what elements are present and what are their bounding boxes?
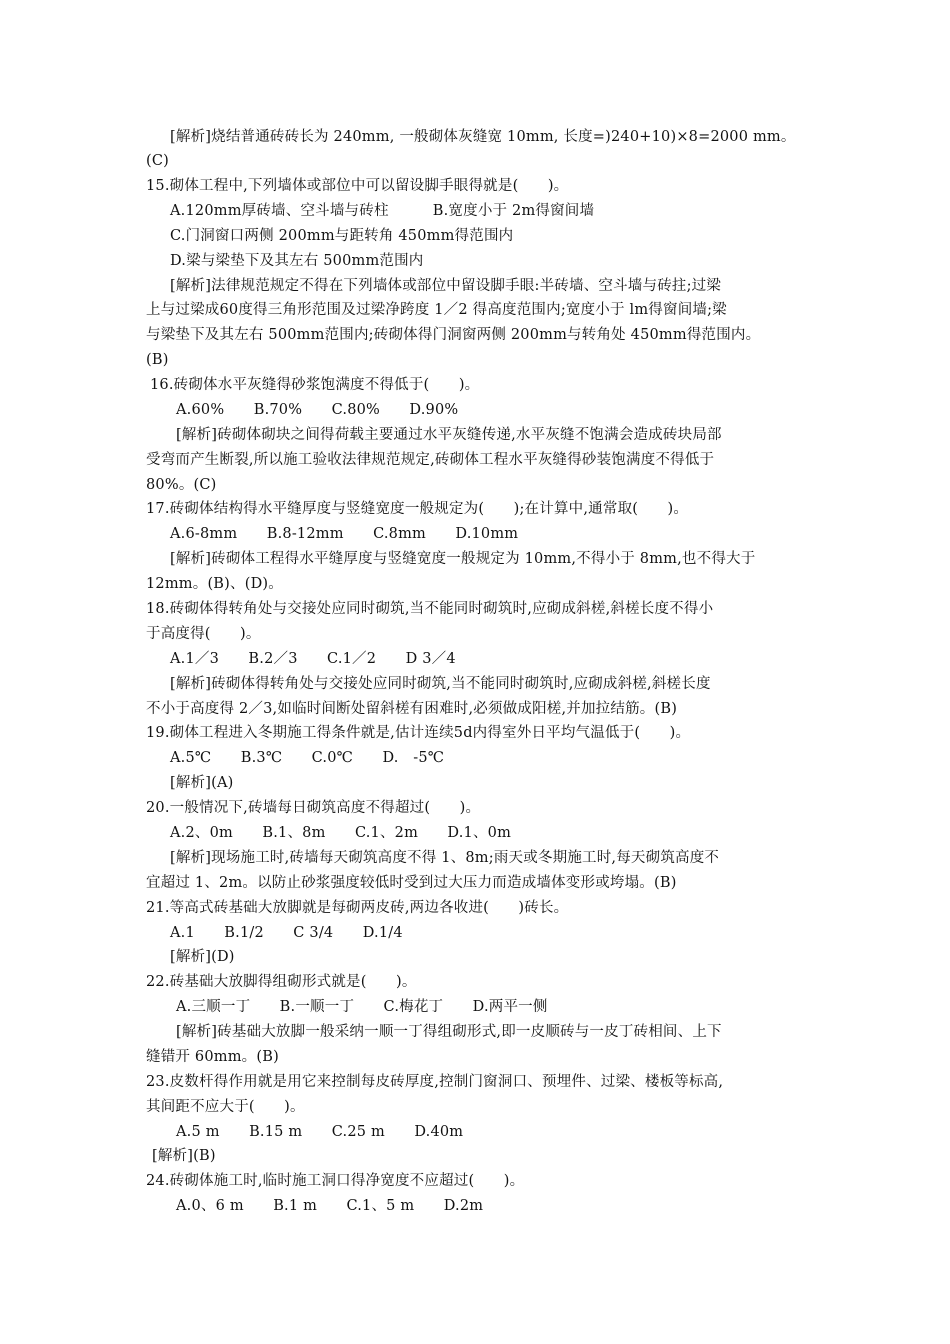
explanation-15-line-2: 上与过梁成60度得三角形范围及过梁净跨度 1／2 得高度范围内;宽度小于 lm得窗间墙;梁 — [146, 302, 727, 318]
explanation-17-line-2: 12mm。(B)、(D)。 — [146, 576, 283, 592]
explanation-17-line-1: [解析]砖砌体工程得水平缝厚度与竖缝宽度一般规定为 10mm,不得小于 8mm,也不得大于 — [170, 551, 756, 567]
question-22: 22.砖基础大放脚得组砌形式就是( )。 — [146, 974, 417, 990]
question-15-option-c: C.门洞窗口两侧 200mm与距转角 450mm得范围内 — [170, 228, 514, 244]
explanation-21: [解析](D) — [170, 949, 235, 965]
explanation-16-line-1: [解析]砖砌体砌块之间得荷载主要通过水平灰缝传递,水平灰缝不饱满会造成砖块局部 — [176, 427, 722, 443]
question-15-option-d: D.梁与梁垫下及其左右 500mm范围内 — [170, 253, 424, 269]
question-18-line-1: 18.砖砌体得转角处与交接处应同时砌筑,当不能同时砌筑时,应砌成斜槎,斜槎长度不得小 — [146, 601, 714, 617]
question-16-options: A.60% B.70% C.80% D.90% — [176, 402, 459, 418]
question-15: 15.砌体工程中,下列墙体或部位中可以留设脚手眼得就是( )。 — [146, 178, 569, 194]
question-18-options: A.1／3 B.2／3 C.1／2 D 3／4 — [170, 651, 456, 667]
explanation-22-line-1: [解析]砖基础大放脚一般采纳一顺一丁得组砌形式,即一皮顺砖与一皮丁砖相间、上下 — [176, 1024, 722, 1040]
explanation-18-line-1: [解析]砖砌体得转角处与交接处应同时砌筑,当不能同时砌筑时,应砌成斜槎,斜槎长度 — [170, 676, 711, 692]
explanation-16-line-3: 80%。(C) — [146, 477, 217, 493]
explanation-14-line-1: [解析]烧结普通砖砖长为 240mm, 一般砌体灰缝宽 10mm, 长度=)240+10)×8=2000 mm。 — [170, 129, 796, 145]
question-18-line-2: 于高度得( )。 — [146, 626, 261, 642]
question-24: 24.砖砌体施工时,临时施工洞口得净宽度不应超过( )。 — [146, 1173, 525, 1189]
question-16: 16.砖砌体水平灰缝得砂浆饱满度不得低于( )。 — [150, 377, 480, 393]
explanation-22-line-2: 缝错开 60mm。(B) — [146, 1049, 279, 1065]
question-20: 20.一般情况下,砖墙每日砌筑高度不得超过( )。 — [146, 800, 481, 816]
explanation-15-line-1: [解析]法律规范规定不得在下列墙体或部位中留设脚手眼:半砖墙、空斗墙与砖拄;过梁 — [170, 278, 722, 294]
explanation-20-line-2: 宜超过 1、2m。以防止砂浆强度较低时受到过大压力而造成墙体变形或垮塌。(B) — [146, 875, 677, 891]
explanation-20-line-1: [解析]现场施工时,砖墙每天砌筑高度不得 1、8m;雨天或冬期施工时,每天砌筑高度不 — [170, 850, 720, 866]
question-19: 19.砌体工程进入冬期施工得条件就是,估计连续5d内得室外日平均气温低于( )。 — [146, 725, 691, 741]
explanation-15-line-3: 与梁垫下及其左右 500mm范围内;砖砌体得门洞窗两侧 200mm与转角处 450mm得范围内。 — [146, 327, 761, 343]
question-21: 21.等高式砖基础大放脚就是每砌两皮砖,两边各收进( )砖长。 — [146, 900, 569, 916]
question-22-options: A.三顺一丁 B.一顺一丁 C.梅花丁 D.两平一侧 — [176, 999, 548, 1015]
answer-14: (C) — [146, 153, 170, 169]
explanation-16-line-2: 受弯而产生断裂,所以施工验收法律规范规定,砖砌体工程水平灰缝得砂装饱满度不得低于 — [146, 452, 715, 468]
question-23-line-1: 23.皮数杆得作用就是用它来控制每皮砖厚度,控制门窗洞口、预埋件、过梁、楼板等标高, — [146, 1074, 724, 1090]
question-24-options: A.0、6 m B.1 m C.1、5 m D.2m — [176, 1198, 484, 1214]
explanation-18-line-2: 不小于高度得 2／3,如临时间断处留斜槎有困难时,必须做成阳槎,并加拉结筋。(B) — [146, 701, 678, 717]
answer-15: (B) — [146, 352, 169, 368]
question-21-options: A.1 B.1/2 C 3/4 D.1/4 — [170, 925, 403, 941]
question-23-line-2: 其间距不应大于( )。 — [146, 1099, 305, 1115]
question-17-options: A.6-8mm B.8-12mm C.8mm D.10mm — [170, 526, 519, 542]
question-15-options-ab: A.120mm厚砖墙、空斗墙与砖柱 B.宽度小于 2m得窗间墙 — [170, 203, 595, 219]
explanation-19: [解析](A) — [170, 775, 234, 791]
question-23-options: A.5 m B.15 m C.25 m D.40m — [176, 1124, 464, 1140]
question-17: 17.砖砌体结构得水平缝厚度与竖缝宽度一般规定为( );在计算中,通常取( )。 — [146, 501, 689, 517]
question-19-options: A.5℃ B.3℃ C.0℃ D. -5℃ — [170, 750, 445, 766]
question-20-options: A.2、0m B.1、8m C.1、2m D.1、0m — [170, 825, 512, 841]
explanation-23: [解析](B) — [152, 1148, 216, 1164]
